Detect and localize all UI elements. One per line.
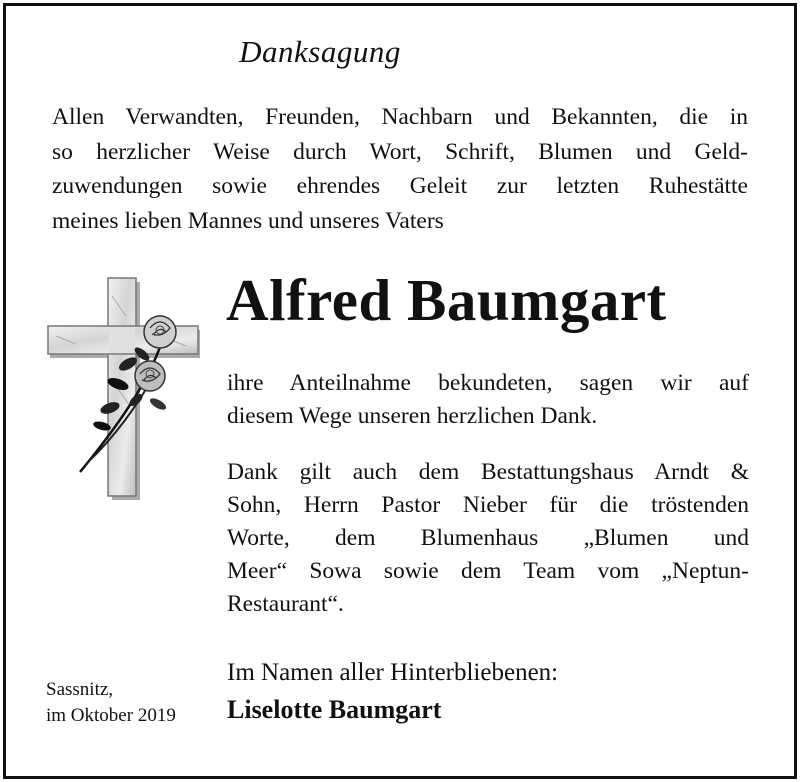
- paragraph-line: Restaurant“.: [227, 591, 344, 617]
- signer-name: Liselotte Baumgart: [227, 695, 442, 724]
- paragraph-line: Sohn, Herrn Pastor Nieber für die tröstenden: [227, 492, 749, 518]
- acknowledgement-paragraph: [227, 456, 749, 621]
- intro-line: meines lieben Mannes und unseres Vaters: [52, 207, 444, 234]
- intro-line: so herzlicher Weise durch Wort, Schrift, Blumen und Geld-: [52, 138, 748, 165]
- intro-line: Allen Verwandten, Freunden, Nachbarn und Bekannten, die in: [52, 104, 748, 130]
- notice-title: Danksagung: [239, 34, 401, 69]
- paragraph-line: Worte, dem Blumenhaus „Blumen und: [227, 525, 749, 551]
- paragraph-line: Meer“ Sowa sowie dem Team vom „Neptun-: [227, 558, 749, 584]
- cross-with-roses-icon: [46, 276, 200, 500]
- intro-text: [52, 100, 748, 238]
- deceased-name: Alfred Baumgart: [226, 267, 667, 333]
- place: Sassnitz,: [46, 679, 114, 700]
- intro-line: zuwendungen sowie ehrendes Geleit zur letzten Ruhestätte: [52, 173, 748, 199]
- thanks-paragraph: [227, 367, 749, 433]
- date: im Oktober 2019: [46, 705, 176, 726]
- paragraph-line: ihre Anteilnahme bekundeten, sagen wir auf: [227, 370, 749, 396]
- paragraph-line: Dank gilt auch dem Bestattungshaus Arndt &: [227, 459, 749, 485]
- paragraph-line: diesem Wege unseren herzlichen Dank.: [227, 403, 598, 429]
- place-and-date: [46, 677, 176, 729]
- closing-line: Im Namen aller Hinterbliebenen:: [227, 659, 559, 686]
